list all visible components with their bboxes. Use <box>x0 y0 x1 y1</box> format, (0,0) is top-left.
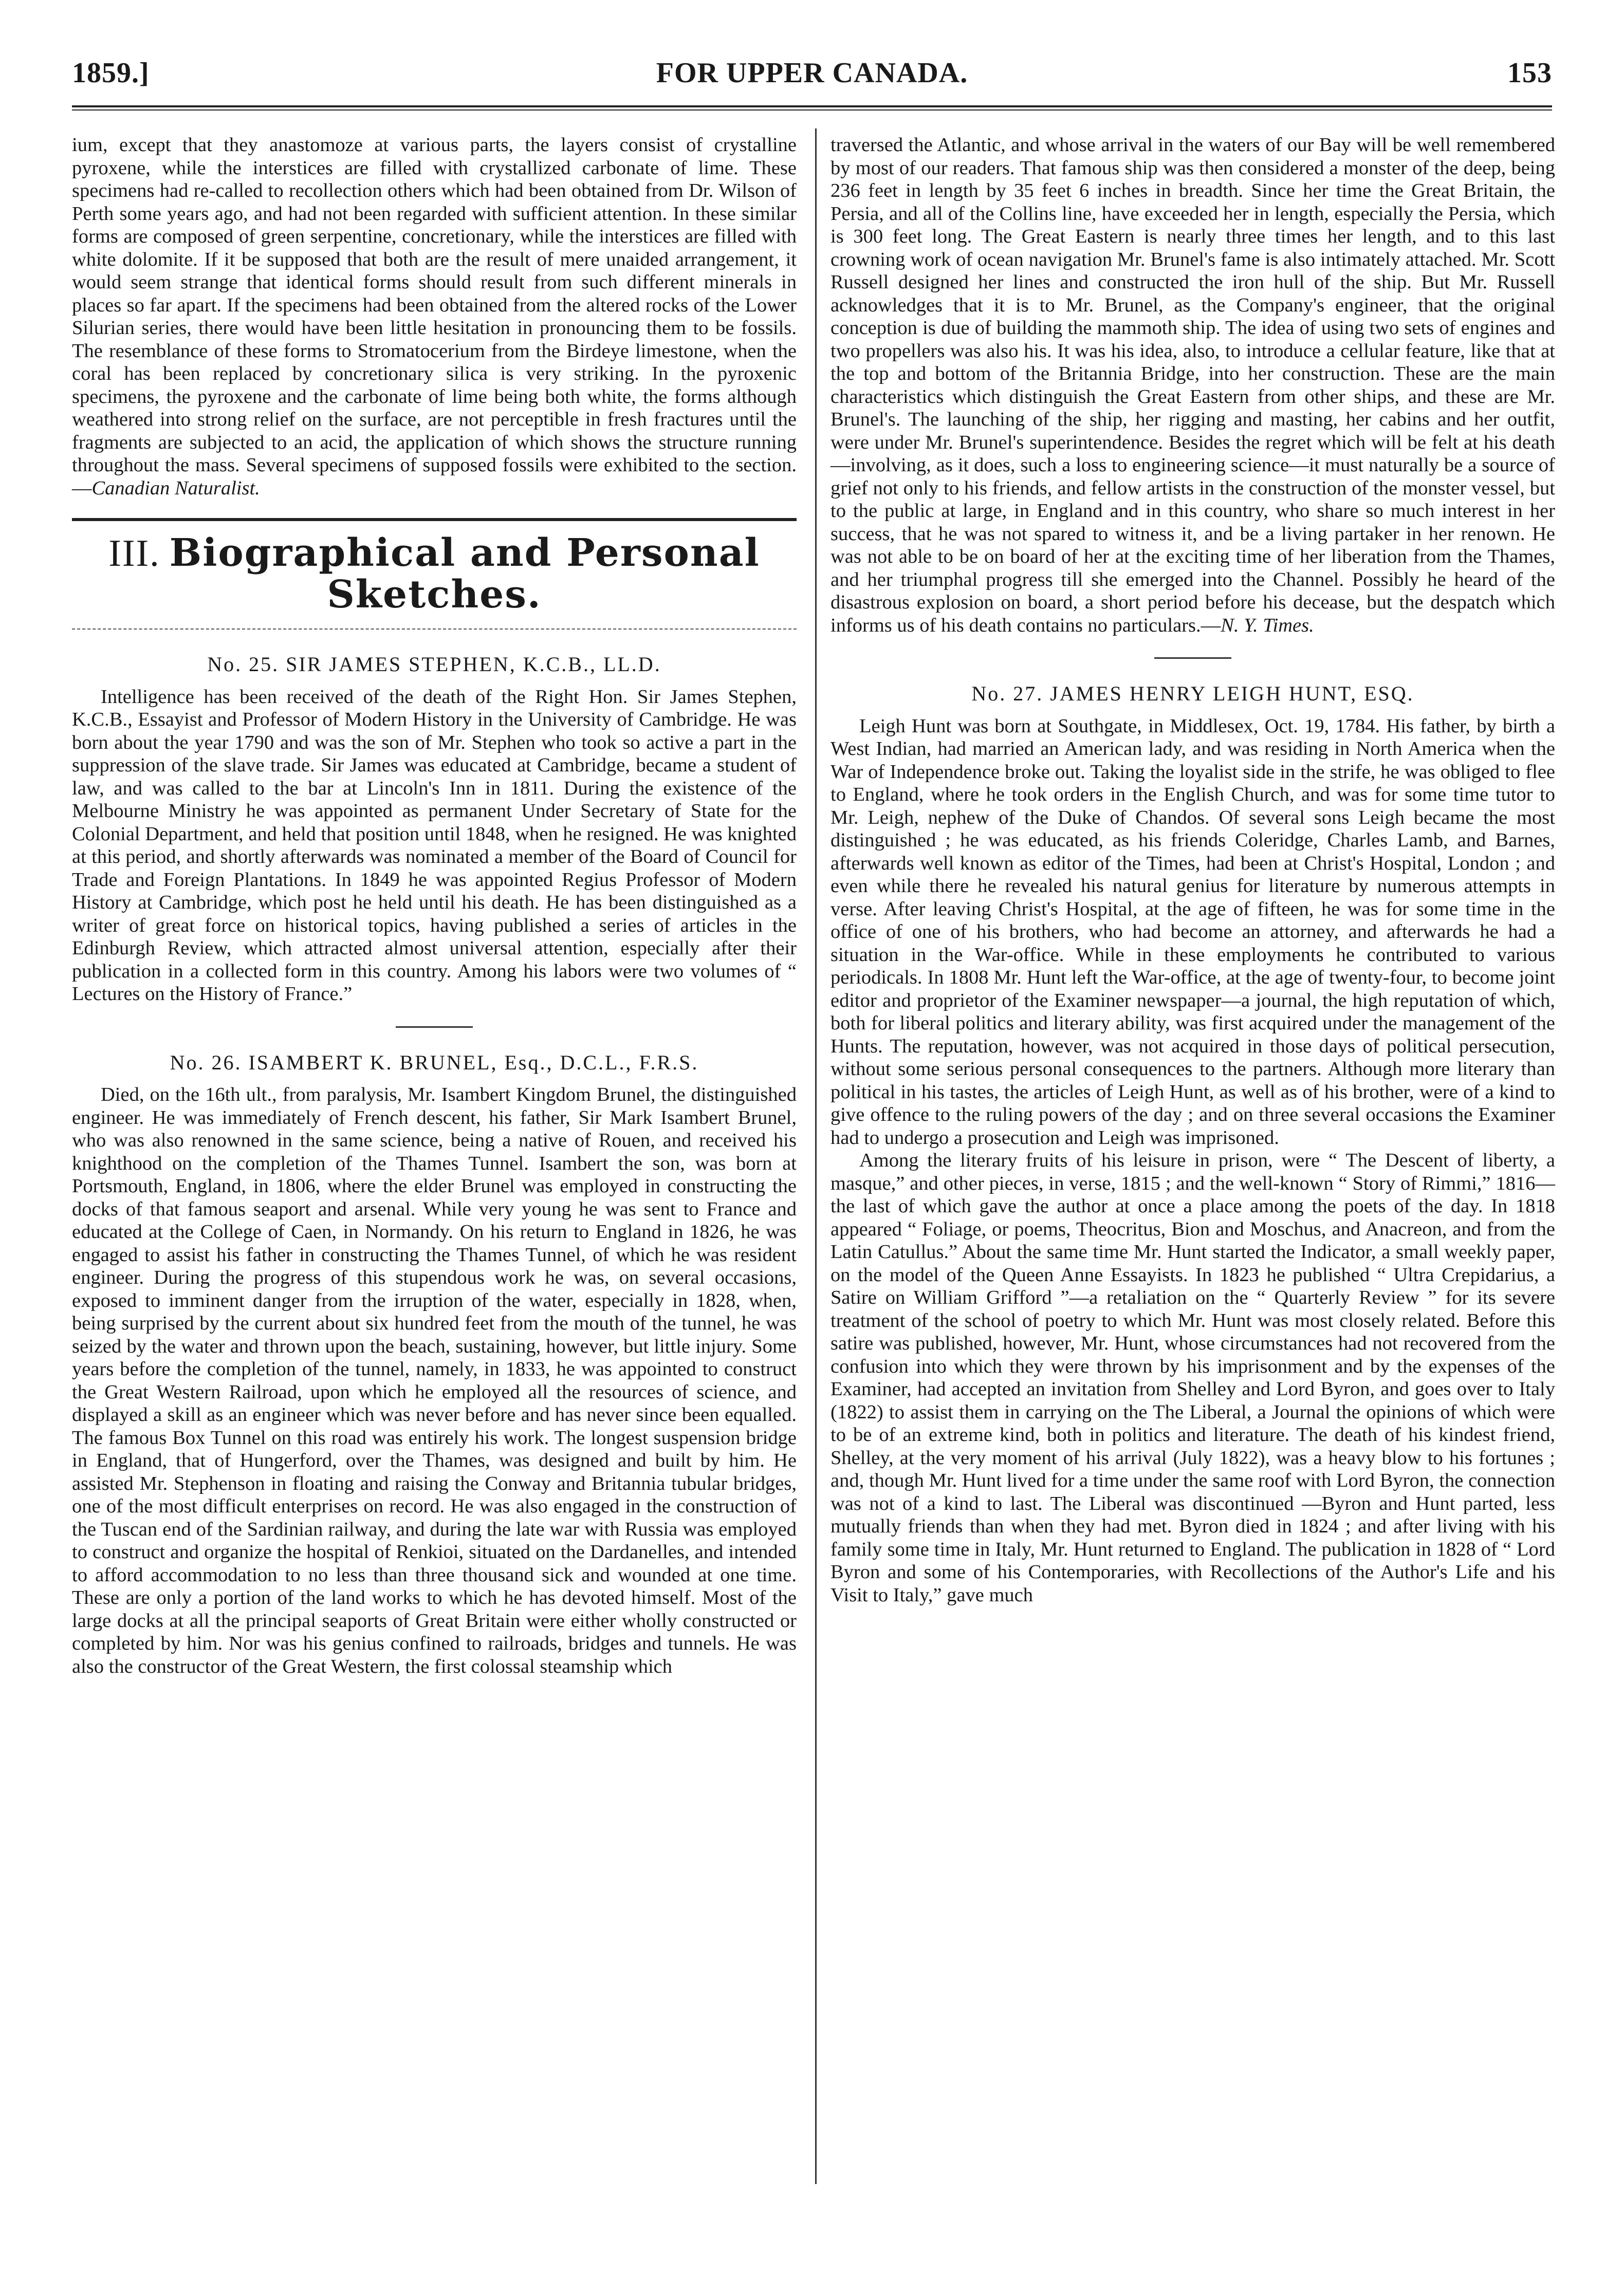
item-separator <box>396 1026 473 1028</box>
item-27-paragraph-2: Among the literary fruits of his leisure in prison, were “ The Descent of liberty, a masque,” and other pieces, in verse, 1815 ; and the well-known “ Story of Rimmi,” 1816—the last of which gave the author at once a place among the poets of the day. In 1818 appeared “ Foliage, or poems, Theocritus, Bion and Moschus, and Anacreon, and from the Latin Catullus.” About the same time Mr. Hunt started the Indicator, a small weekly paper, on the model of the Queen Anne Essayists. In 1823 he published “ Ultra Crepidarius, a Satire on William Grifford ”—a retaliation on the “ Quarterly Review ” for its severe treatment of the school of poetry to which Mr. Hunt was most closely related. Before this satire was published, however, Mr. Hunt, whose circumstances had not recovered from the confusion into which they were thrown by his imprisonment and by the expenses of the Examiner, had accepted an invitation from Shelley and Lord Byron, and goes over to Italy (1822) to assist them in carrying on the The Liberal, a Journal the opinions of which were to be of an extreme kind, both in politics and literature. The death of his kindest friend, Shelley, at the very moment of his arrival (July 1822), was a heavy blow to his fortunes ; and, though Mr. Hunt lived for a time under the same roof with Lord Byron, the connection was not of a kind to last. The Liberal was discontinued —Byron and Hunt parted, less mutually friends than when they had met. Byron died in 1824 ; and after living with his family some time in Italy, Mr. Hunt returned to England. The publication in 1828 of “ Lord Byron and some of his Contemporaries, with Recollections of the Author's Life and his Visit to Italy,” gave much <box>831 1150 1555 1606</box>
header-year: 1859.] <box>72 57 150 89</box>
left-column <box>72 134 797 1678</box>
item-26-title: No. 26. ISAMBERT K. BRUNEL, Esq., D.C.L., F.R.S. <box>170 1050 699 1074</box>
header-title: FOR UPPER CANADA. <box>656 57 968 89</box>
intro-paragraph <box>72 134 797 500</box>
item-26-attribution: N. Y. Times. <box>1221 614 1314 636</box>
item-27-paragraph-1: Leigh Hunt was born at Southgate, in Middlesex, Oct. 19, 1784. His father, by birth a West Indian, had married an American lady, and was residing in North America when the War of Independence broke out. Taking the loyalist side in the strife, he was obliged to flee to England, where he took orders in the English Church, and was for some time tutor to Mr. Leigh, nephew of the Duke of Chandos. Of several sons Leigh became the most distinguished ; he was educated, as his friends Coleridge, Charles Lamb, and Barnes, afterwards well known as editor of the Times, had been at Christ's Hospital, London ; and even while there he revealed his natural genius for literature by numerous attempts in verse. After leaving Christ's Hospital, at the age of fifteen, he was for some time in the office of one of his brothers, who had become an attorney, and afterwards he had a situation in the War-office. While in these employments he contributed to various periodicals. In 1808 Mr. Hunt left the War-office, at the age of twenty-four, to become joint editor and proprietor of the Examiner newspaper—a journal, the high reputation of which, both for liberal politics and literary ability, was first acquired under the management of the Hunts. The reputation, however, was not acquired in those days of political persecution, without some serious personal consequences to the partners. Although more literary than political in his tastes, the articles of Leigh Hunt, as well as of his brother, were of a kind to give offence to the ruling powers of the day ; and on three several occasions the Examiner had to undergo a prosecution and Leigh was imprisoned. <box>831 715 1555 1149</box>
item-25-text: Intelligence has been received of the death of the Right Hon. Sir James Stephen, K.C.B., Essayist and Professor of Modern History in the University of Cambridge. He was born about the year 1790 and was the son of Mr. Stephen who took so active a part in the suppression of the slave trade. Sir James was educated at Cambridge, became a student of law, and was called to the bar at Lincoln's Inn in 1811. During the existence of the Melbourne Ministry he was appointed as permanent Under Secretary of State for the Colonial Department, and held that position until 1848, when he resigned. He was knighted at this period, and shortly afterwards was nominated a member of the Board of Council for Trade and Foreign Plantations. In 1849 he was appointed Regius Professor of Modern History at Cambridge, which post he held until his death. He has been distinguished as a writer of great force on historical topics, having published a series of articles in the Edinburgh Review, which attracted almost universal attention, especially after their publication in a collected form in this country. Among his labors were two volumes of “ Lectures on the History of France.” <box>72 686 797 1005</box>
header-rule <box>72 105 1552 107</box>
page-number: 153 <box>1507 57 1552 89</box>
section-heading <box>72 518 797 630</box>
column-divider <box>815 128 817 2184</box>
intro-text: ium, except that they anastomoze at various parts, the layers consist of crystalline pyroxene, while the interstices are filled with crystallized carbonate of lime. These specimens had re-called to recollection others which had been obtained from Dr. Wilson of Perth some years ago, and had not been regarded with sufficient attention. In these similar forms are composed of green serpentine, concretionary, while the interstices are filled with white dolomite. If it be supposed that both are the result of mere unaided arrangement, it would seem strange that identical forms should result from such different minerals in places so far apart. If the specimens had been obtained from the altered rocks of the Lower Silurian series, there would have been little hesitation in pronouncing them to be fossils. The resemblance of these forms to Stromatocerium from the Birdeye limestone, when the coral has been replaced by concretionary silica is very striking. In the pyroxenic specimens, the pyroxene and the carbonate of lime being both white, the forms although weathered into strong relief on the surface, are not perceptible in fresh fractures until the fragments are subjected to an acid, the application of which shows the structure running throughout the mass. Several specimens of supposed fossils were exhibited to the section.— <box>72 134 797 499</box>
intro-attribution: Canadian Naturalist. <box>91 477 260 499</box>
item-27-title: No. 27. JAMES HENRY LEIGH HUNT, ESQ. <box>971 682 1414 705</box>
item-separator-2 <box>1154 657 1231 659</box>
right-column <box>831 134 1555 1606</box>
running-header <box>72 57 1552 103</box>
section-number: III. <box>108 532 160 575</box>
item-26-continued <box>831 134 1555 637</box>
item-26-cont-text: traversed the Atlantic, and whose arrival in the waters of our Bay will be well remembered by most of our readers. That famous ship was then considered a monster of the deep, being 236 feet in length by 35 feet 6 inches in breadth. Since her time the Great Britain, the Persia, and all of the Collins line, have exceeded her in length, especially the Persia, which is 300 feet long. The Great Eastern is nearly three times her length, and to this last crowning work of ocean navigation Mr. Brunel's fame is also intimately attached. Mr. Scott Russell designed her lines and constructed the iron hull of the ship. But Mr. Russell acknowledges that it is to Mr. Brunel, as the Company's engineer, that the original conception is due of building the mammoth ship. The idea of using two sets of engines and two propellers was also his. It was his idea, also, to introduce a cellular feature, like that at the top and bottom of the Britannia Bridge, into her construction. These are the main characteristics which distinguish the Great Eastern from other ships, and these are Mr. Brunel's. The launching of the ship, her rigging and masting, her cabins and her outfit, were under Mr. Brunel's superintendence. Besides the regret which will be felt at his death—involving, as it does, such a loss to engineering science—it must naturally be a source of grief not only to his friends, and fellow artists in the construction of the monster vessel, but to the public at large, in England and in this country, who share so much interest in her success, that he was not spared to witness it, and be a living partaker in her renown. He was not able to be on board of her at the exciting time of her liberation from the Thames, and her triumphal progress till she emerged into the Channel. Possibly he heard of the disastrous explosion on board, a short period before his decease, but the despatch which informs us of his death contains no particulars.— <box>831 134 1555 636</box>
header-rule-thin <box>72 109 1552 110</box>
item-25-title: No. 25. SIR JAMES STEPHEN, K.C.B., LL.D. <box>207 653 661 676</box>
item-26-text: Died, on the 16th ult., from paralysis, Mr. Isambert Kingdom Brunel, the distinguished engineer. He was immediately of French descent, his father, Sir Mark Isambert Brunel, who was also renowned in the same science, being a native of Rouen, and received his knighthood on the completion of the Thames Tunnel. Isambert the son, was born at Portsmouth, England, in 1806, where the elder Brunel was employed in constructing the docks of that famous seaport and arsenal. While very young he was sent to France and educated at the College of Caen, in Normandy. On his return to England in 1826, he was engaged to assist his father in constructing the Thames Tunnel, of which he was resident engineer. During the progress of this stupendous work he was, on several occasions, exposed to imminent danger from the irruption of the water, especially in 1828, when, being surprised by the current about six hundred feet from the mouth of the tunnel, he was seized by the water and thrown upon the beach, sustaining, however, but little injury. Some years before the completion of the tunnel, namely, in 1833, he was appointed to construct the Great Western Railroad, upon which he employed all the resources of science, and displayed a skill as an engineer which was never before and has never since been equalled. The famous Box Tunnel on this road was entirely his work. The longest suspension bridge in England, that of Hungerford, over the Thames, was designed and built by him. He assisted Mr. Stephenson in floating and raising the Conway and Britannia tubular bridges, one of the most difficult enterprises on record. He was also engaged in the construction of the Tuscan end of the Sardinian railway, and during the late war with Russia was employed to construct and organize the hospital of Renkioi, situated on the Dardanelles, and intended to afford accommodation to no less than three thousand sick and wounded at one time. These are only a portion of the land works to which he has devoted himself. Most of the large docks at all the principal seaports of Great Britain were either wholly constructed or completed by him. Nor was his genius confined to railroads, bridges and tunnels. He was also the constructor of the Great Western, the first colossal steamship which <box>72 1084 797 1677</box>
section-title: Biographical and Personal Sketches. <box>169 531 760 617</box>
